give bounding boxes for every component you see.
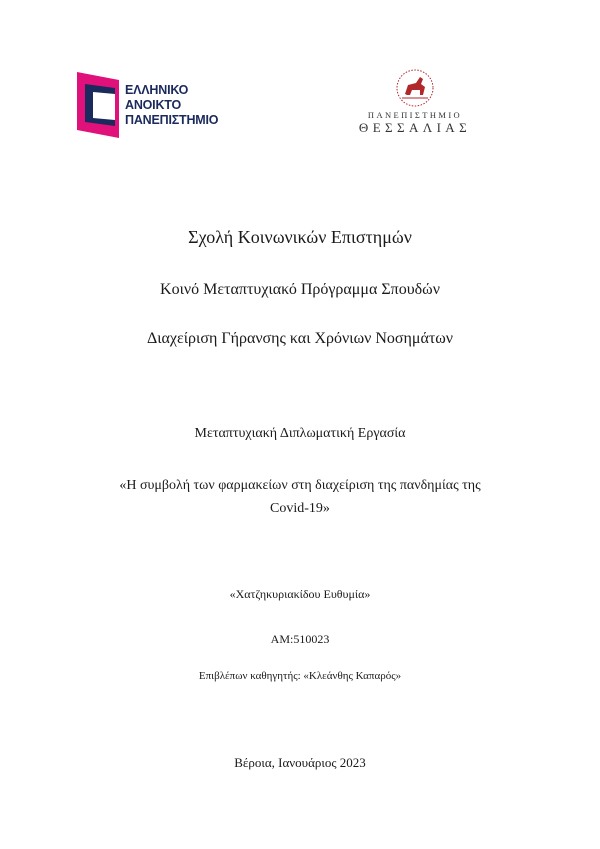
eap-line2: ΑΝΟΙΚΤΟ: [125, 98, 182, 112]
uth-line1: ΠΑΝΕΠΙΣΤΗΜΙΟ: [367, 110, 463, 120]
hellenic-open-university-logo: [75, 70, 225, 140]
specialization-heading: Διαχείριση Γήρανσης και Χρόνιων Νοσημάτων: [146, 330, 454, 347]
student-id: ΑΜ:510023: [270, 632, 330, 646]
thesis-title-line1: «Η συμβολή των φαρμακείων στη διαχείριση της πανδημίας της: [119, 478, 481, 493]
thesis-type: Μεταπτυχιακή Διπλωματική Εργασία: [194, 426, 406, 441]
thesis-title-line2: Covid-19»: [270, 501, 330, 516]
thesis-title: [80, 474, 520, 520]
supervisor: Επιβλέπων καθηγητής: «Κλεάνθης Καπαρός»: [198, 670, 402, 682]
university-of-thessaly-logo: [345, 68, 485, 138]
program-heading: Κοινό Μεταπτυχιακό Πρόγραμμα Σπουδών: [160, 281, 440, 298]
eap-wordmark: [125, 83, 218, 128]
centaur-emblem-icon: [392, 68, 438, 108]
eap-line3: ΠΑΝΕΠΙΣΤΗΜΙΟ: [125, 113, 219, 127]
eap-line1: ΕΛΛΗΝΙΚΟ: [125, 83, 189, 97]
school-heading: Σχολή Κοινωνικών Επιστημών: [188, 227, 412, 247]
uth-line2: ΘΕΣΣΑΛΙΑΣ: [358, 120, 472, 135]
eap-book-icon: [75, 70, 125, 138]
place-date: Βέροια, Ιανουάριος 2023: [234, 755, 366, 770]
author-name: «Χατζηκυριακίδου Ευθυμία»: [229, 587, 371, 601]
